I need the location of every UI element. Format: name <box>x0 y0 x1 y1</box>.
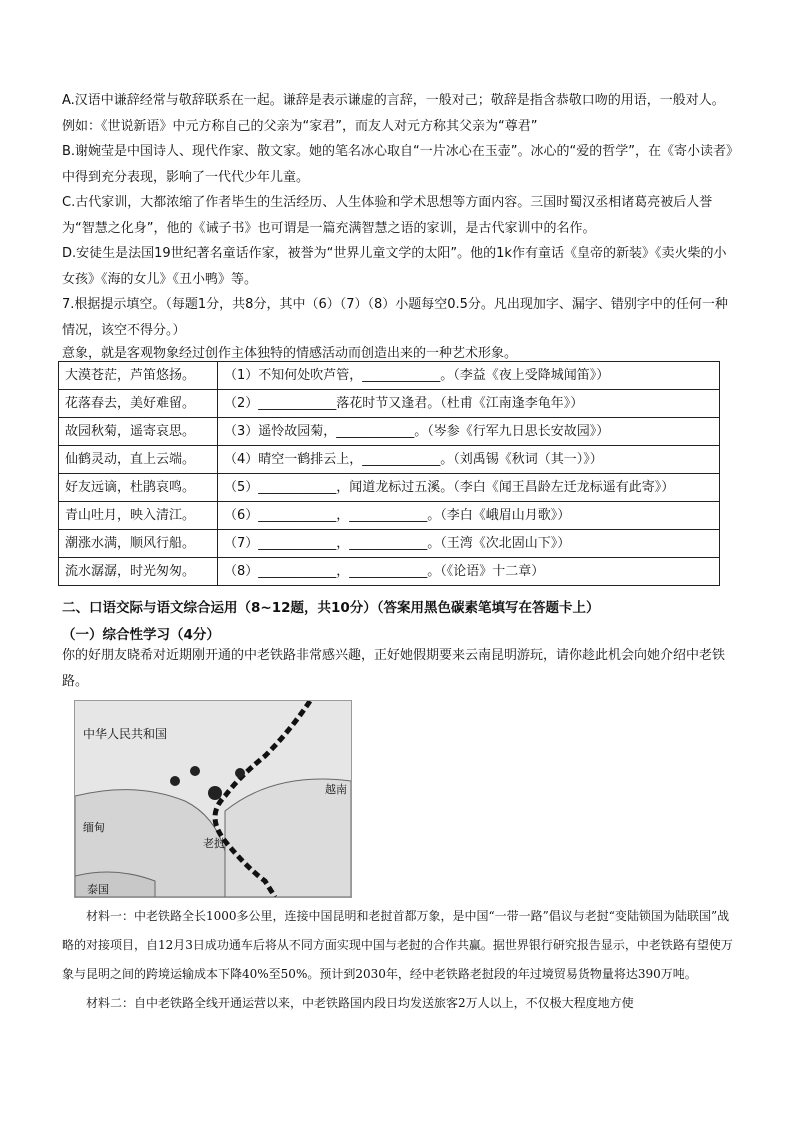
map-label-thailand: 泰国 <box>87 883 109 896</box>
blank-cell: （8）____________，____________。（《论语》十二章） <box>218 558 720 586</box>
map-label-myanmar: 缅甸 <box>83 821 105 834</box>
kunming-marker <box>208 786 222 800</box>
scene-cell: 青山吐月，映入清江。 <box>59 502 218 530</box>
options-block <box>62 88 734 365</box>
q7-instruction: 7.根据提示填空。（每题1分，共8分，其中（6）（7）（8）小题每空0.5分。凡出现加字、漏字、错别字中的任何一种情况，该空不得分。） <box>62 297 728 338</box>
table-row <box>59 558 720 586</box>
option-d: D.安徒生是法国19世纪著名童话作家，被誉为“世界儿童文学的太阳”。他的1k作有童话《皇帝的新装》《卖火柴的小女孩》《海的女儿》《丑小鸭》等。 <box>62 246 727 287</box>
blank-cell: （3）遥怜故园菊，____________。（岑参《行军九日思长安故园》） <box>218 418 720 446</box>
option-c: C.古代家训，大都浓缩了作者毕生的生活经历、人生体验和学术思想等方面内容。三国时蜀汉丞相诸葛亮被后人誉为“智慧之化身”，他的《诫子书》也可谓是一篇充满智慧之语的家训，是古代家训中的名作。 <box>62 195 713 236</box>
scene-cell: 大漠苍茫，芦笛悠扬。 <box>59 362 218 390</box>
blank-cell: （5）____________，闻道龙标过五溪。（李白《闻王昌龄左迁龙标遥有此寄》） <box>218 474 720 502</box>
q7-intro: 意象，就是客观物象经过创作主体独特的情感活动而创造出来的一种艺术形象。 <box>62 346 518 361</box>
table-row <box>59 446 720 474</box>
table-row <box>59 418 720 446</box>
blank-cell: （4）晴空一鹤排云上，____________。（刘禹锡《秋词（其一）》） <box>218 446 720 474</box>
scene-cell: 故园秋菊，遥寄哀思。 <box>59 418 218 446</box>
section-heading: 二、口语交际与语文综合运用（8~12题，共10分）（答案用黑色碳素笔填写在答题卡上） <box>62 600 600 616</box>
map-label-laos: 老挝 <box>203 837 225 850</box>
railway-map <box>74 700 352 898</box>
scene-cell: 流水潺潺，时光匆匆。 <box>59 558 218 586</box>
scene-cell: 仙鹤灵动，直上云端。 <box>59 446 218 474</box>
map-label-vietnam: 越南 <box>325 783 347 796</box>
table-row <box>59 474 720 502</box>
fill-in-table <box>58 361 720 586</box>
table-row <box>59 502 720 530</box>
blank-cell: （2）____________落花时节又逢君。（杜甫《江南逢李龟年》） <box>218 390 720 418</box>
scene-cell: 花落春去，美好难留。 <box>59 390 218 418</box>
blank-cell: （6）____________，____________。（李白《峨眉山月歌》） <box>218 502 720 530</box>
material-two: 材料二：自中老铁路全线开通运营以来，中老铁路国内段日均发送旅客2万人以上，不仅极大程度地方使 <box>86 996 634 1010</box>
material-one: 材料一：中老铁路全长1000多公里，连接中国昆明和老挝首都万象，是中国“一带一路”倡议与老挝“变陆锁国为陆联国”战略的对接项目，自12月3日成功通车后将从不同方面实现中国与老挝的合作共赢。据世界银行研究报告显示，中老铁路有望使万象与昆明之间的跨境运输成本下降40%至50%。预计到2030年，经中老铁路老挝段的年过境贸易货物量将达390万吨。 <box>62 909 733 981</box>
map-label-china: 中华人民共和国 <box>83 727 168 741</box>
blank-cell: （1）不知何处吹芦管，____________。（李益《夜上受降城闻笛》） <box>218 362 720 390</box>
materials-block <box>62 902 734 1018</box>
blank-cell: （7）____________，____________。（王湾《次北固山下》） <box>218 530 720 558</box>
table-row <box>59 362 720 390</box>
scene-cell: 好友远谪，杜鹃哀鸣。 <box>59 474 218 502</box>
section-intro: 你的好朋友晓希对近期刚开通的中老铁路非常感兴趣，正好她假期要来云南昆明游玩，请你趁此机会向她介绍中老铁路。 <box>62 648 726 689</box>
option-a: A.汉语中谦辞经常与敬辞联系在一起。谦辞是表示谦虚的言辞，一般对己；敬辞是指含恭敬口吻的用语，一般对人。例如：《世说新语》中元方称自己的父亲为“家君”，而友人对元方称其父亲为“尊君” <box>62 93 725 134</box>
option-b: B.谢婉莹是中国诗人、现代作家、散文家。她的笔名冰心取自“一片冰心在玉壶”。冰心的“爱的哲学”，在《寄小读者》中得到充分表现，影响了一代代少年儿童。 <box>62 144 733 185</box>
scene-cell: 潮涨水满，顺风行船。 <box>59 530 218 558</box>
table-row <box>59 530 720 558</box>
table-row <box>59 390 720 418</box>
subsection-heading: （一）综合性学习（4分） <box>62 627 220 643</box>
